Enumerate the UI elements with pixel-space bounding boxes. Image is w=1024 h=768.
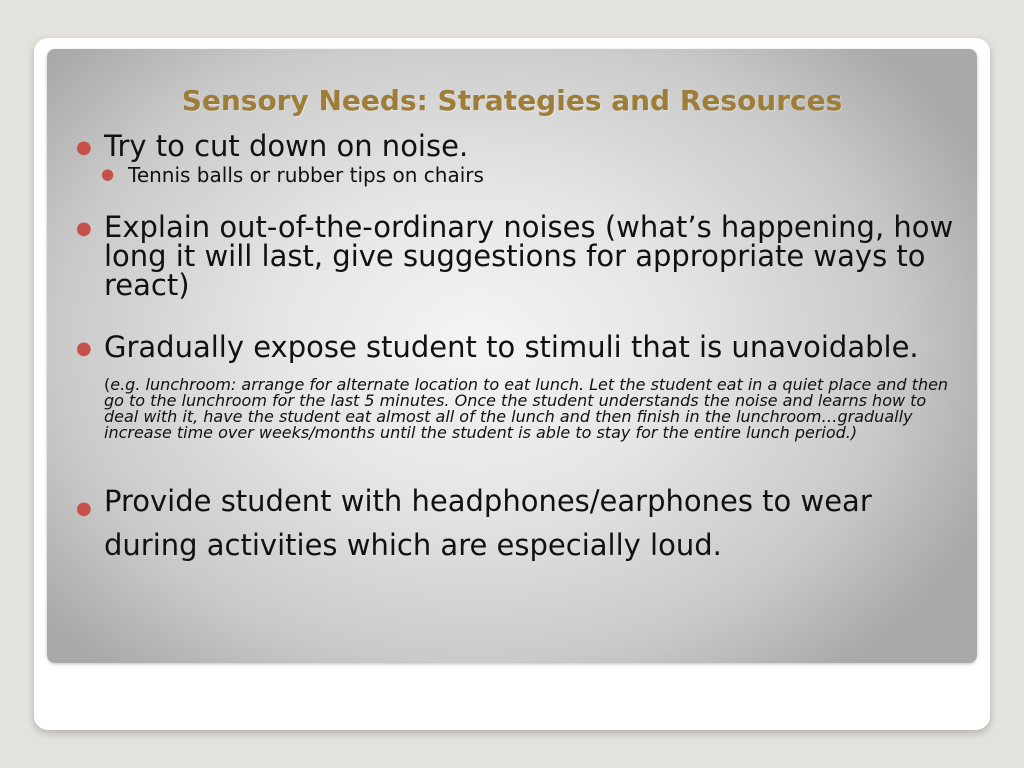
bullet-icon: ●	[101, 165, 115, 183]
bullet-item-expose	[74, 330, 964, 364]
bullet-text: Try to cut down on noise.	[104, 129, 469, 163]
bullet-list	[74, 129, 964, 567]
bullet-icon: ●	[76, 218, 92, 239]
bullet-item-headphones	[74, 479, 964, 567]
note-open-paren: (	[104, 375, 111, 394]
bullet-icon: ●	[76, 137, 92, 158]
slide-title: Sensory Needs: Strategies and Resources	[181, 84, 843, 117]
sub-bullet-text: Tennis balls or rubber tips on chairs	[128, 163, 484, 187]
sub-bullet-item	[101, 164, 964, 186]
bullet-icon: ●	[76, 338, 92, 359]
bullet-item-noise	[74, 129, 964, 163]
example-note	[104, 377, 964, 441]
note-text: e.g. lunchroom: arrange for alternate location to eat lunch. Let the student eat in a quiet place and then go to the lunchroom for the last 5 minutes. Once the student understands the noise and learns how to deal with it, have the student eat almost all of the lunch and then finish in the lunchroom…gradually increase time over weeks/months until the student is able to stay for the entire lunch period.)	[104, 375, 949, 442]
bullet-icon: ●	[76, 498, 92, 519]
bullet-item-explain	[74, 210, 964, 302]
bullet-text: Explain out-of-the-ordinary noises (what’s happening, how long it will last, give suggestions for appropriate ways to react)	[104, 210, 954, 302]
bullet-text: Gradually expose student to stimuli that is unavoidable.	[104, 330, 919, 364]
bullet-text: Provide student with headphones/earphones to wear during activities which are especially loud.	[104, 484, 872, 562]
